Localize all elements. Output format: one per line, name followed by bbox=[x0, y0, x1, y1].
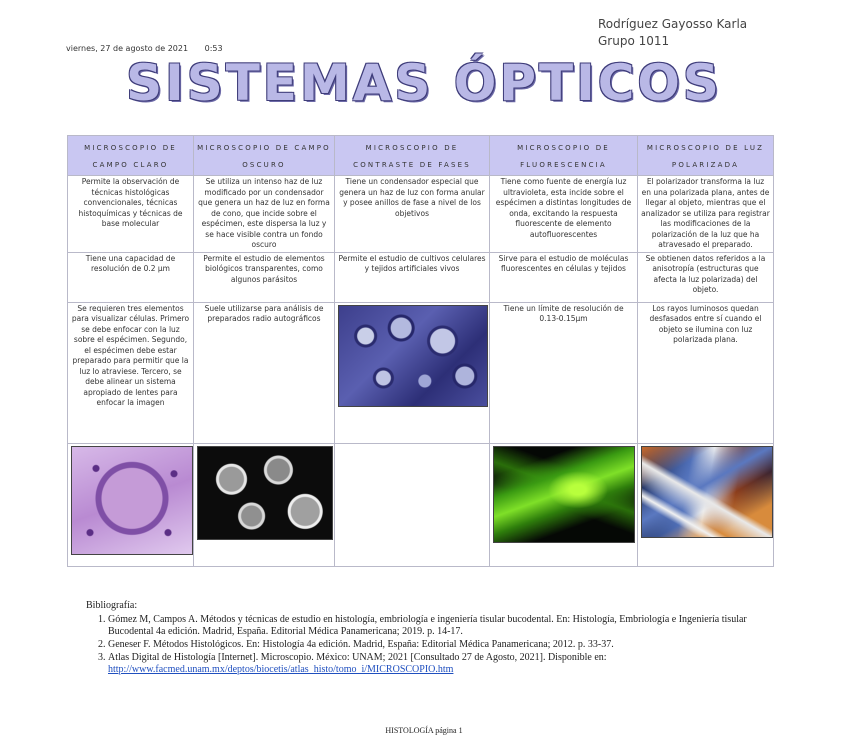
date-text: viernes, 27 de agosto de 2021 bbox=[66, 44, 189, 53]
header-luz-polarizada: MICROSCOPIO DE LUZ POLARIZADA bbox=[638, 136, 774, 176]
bibliography-heading: Bibliografía: bbox=[86, 600, 138, 611]
cell-r3-c2: Suele utilizarse para análisis de preparados radio autográficos bbox=[194, 302, 335, 443]
cell-r2-c1: Tiene una capacidad de resolución de 0.2 µm bbox=[68, 252, 194, 302]
cell-r4-c2 bbox=[194, 443, 335, 566]
list-item: 1. Gómez M, Campos A. Métodos y técnicas de estudio en histología, embriología e ingeniería tisular bucodental. En: Histología, Embriología e Ingeniería tisular Bucodental 4a edición. Madrid, España. Editorial Médica Panamericana; 2019. p. 14-17. bbox=[108, 614, 766, 638]
cell-r2-c4: Sirve para el estudio de moléculas fluorescentes en células y tejidos bbox=[490, 252, 638, 302]
list-item bbox=[108, 652, 766, 676]
header-campo-oscuro: MICROSCOPIO DE CAMPO OSCURO bbox=[194, 136, 335, 176]
time-text: 0:53 bbox=[204, 44, 223, 53]
cell-r4-c1 bbox=[68, 443, 194, 566]
table-row bbox=[68, 176, 774, 253]
page-title: SISTEMAS ÓPTICOS bbox=[126, 54, 722, 112]
phase-contrast-micrograph bbox=[338, 305, 488, 407]
reference-link[interactable]: http://www.facmed.unam.mx/deptos/biocetis/atlas_histo/tomo_i/MICROSCOPIO.htm bbox=[108, 664, 454, 675]
author-group: Grupo 1011 bbox=[598, 34, 670, 48]
table-row bbox=[68, 443, 774, 566]
header-fluorescencia: MICROSCOPIO DE FLUORESCENCIA bbox=[490, 136, 638, 176]
comparison-table bbox=[67, 135, 774, 567]
table-row bbox=[68, 252, 774, 302]
cell-r2-c5: Se obtienen datos referidos a la anisotropía (estructuras que afecta la luz polarizada) del objeto. bbox=[638, 252, 774, 302]
cell-r1-c5: El polarizador transforma la luz en una polarizada plana, antes de llegar al objeto, mientras que el analizador se utiliza para registrar las modificaciones de la polarización de la luz que ha atravesado el preparado. bbox=[638, 176, 774, 253]
cell-r1-c4: Tiene como fuente de energía luz ultravioleta, esta incide sobre el espécimen a distintas longitudes de onda, excitando la respuesta fluorescente de elemento autofluorescentes bbox=[490, 176, 638, 253]
brightfield-micrograph bbox=[71, 446, 193, 555]
header-contraste-fases: MICROSCOPIO DE CONTRASTE DE FASES bbox=[335, 136, 490, 176]
polarized-light-micrograph bbox=[641, 446, 773, 538]
table-header-row bbox=[68, 136, 774, 176]
cell-r4-c3 bbox=[335, 443, 490, 566]
cell-r3-c3 bbox=[335, 302, 490, 443]
cell-r4-c5 bbox=[638, 443, 774, 566]
header-campo-claro: MICROSCOPIO DE CAMPO CLARO bbox=[68, 136, 194, 176]
page-footer: HISTOLOGÍA página 1 bbox=[385, 726, 463, 735]
reference-text: Atlas Digital de Histología [Internet]. Microscopio. México: UNAM; 2021 [Consultado 27 de Agosto, 2021]. Disponible en: bbox=[108, 652, 607, 663]
cell-r4-c4 bbox=[490, 443, 638, 566]
darkfield-micrograph bbox=[197, 446, 333, 540]
bibliography bbox=[86, 600, 766, 677]
cell-r3-c4: Tiene un límite de resolución de 0.13-0.15µm bbox=[490, 302, 638, 443]
cell-r3-c5: Los rayos luminosos quedan desfasados entre sí cuando el objeto se ilumina con luz polarizada plana. bbox=[638, 302, 774, 443]
bibliography-list bbox=[86, 614, 766, 676]
fluorescence-micrograph bbox=[493, 446, 635, 543]
cell-r2-c3: Permite el estudio de cultivos celulares y tejidos artificiales vivos bbox=[335, 252, 490, 302]
page-date bbox=[66, 44, 223, 53]
cell-r2-c2: Permite el estudio de elementos biológicos transparentes, como algunos parásitos bbox=[194, 252, 335, 302]
list-item: 2. Geneser F. Métodos Histológicos. En: Histología 4a edición. Madrid, España: Editorial Médica Panamericana; 2012. p. 33-37. bbox=[108, 639, 766, 651]
table-row bbox=[68, 302, 774, 443]
cell-r3-c1: Se requieren tres elementos para visualizar células. Primero se debe enfocar con la luz sobre el espécimen. Segundo, el espécimen debe estar preparado para permitir que la luz lo atraviese. Tercero, se debe alinear un sistema apropiado de lentes para enfocar la imagen bbox=[68, 302, 194, 443]
author-block bbox=[598, 16, 747, 50]
cell-r1-c2: Se utiliza un intenso haz de luz modificado por un condensador que genera un haz de luz en forma de cono, que incide sobre el espécimen, este dispersa la luz y se hace visible contra un fondo oscuro bbox=[194, 176, 335, 253]
cell-r1-c3: Tiene un condensador especial que genera un haz de luz con forma anular y posee anillos de fase a nivel de los objetivos bbox=[335, 176, 490, 253]
author-name: Rodríguez Gayosso Karla bbox=[598, 17, 748, 31]
cell-r1-c1: Permite la observación de técnicas histológicas convencionales, técnicas histoquímicas y técnicas de base molecular bbox=[68, 176, 194, 253]
